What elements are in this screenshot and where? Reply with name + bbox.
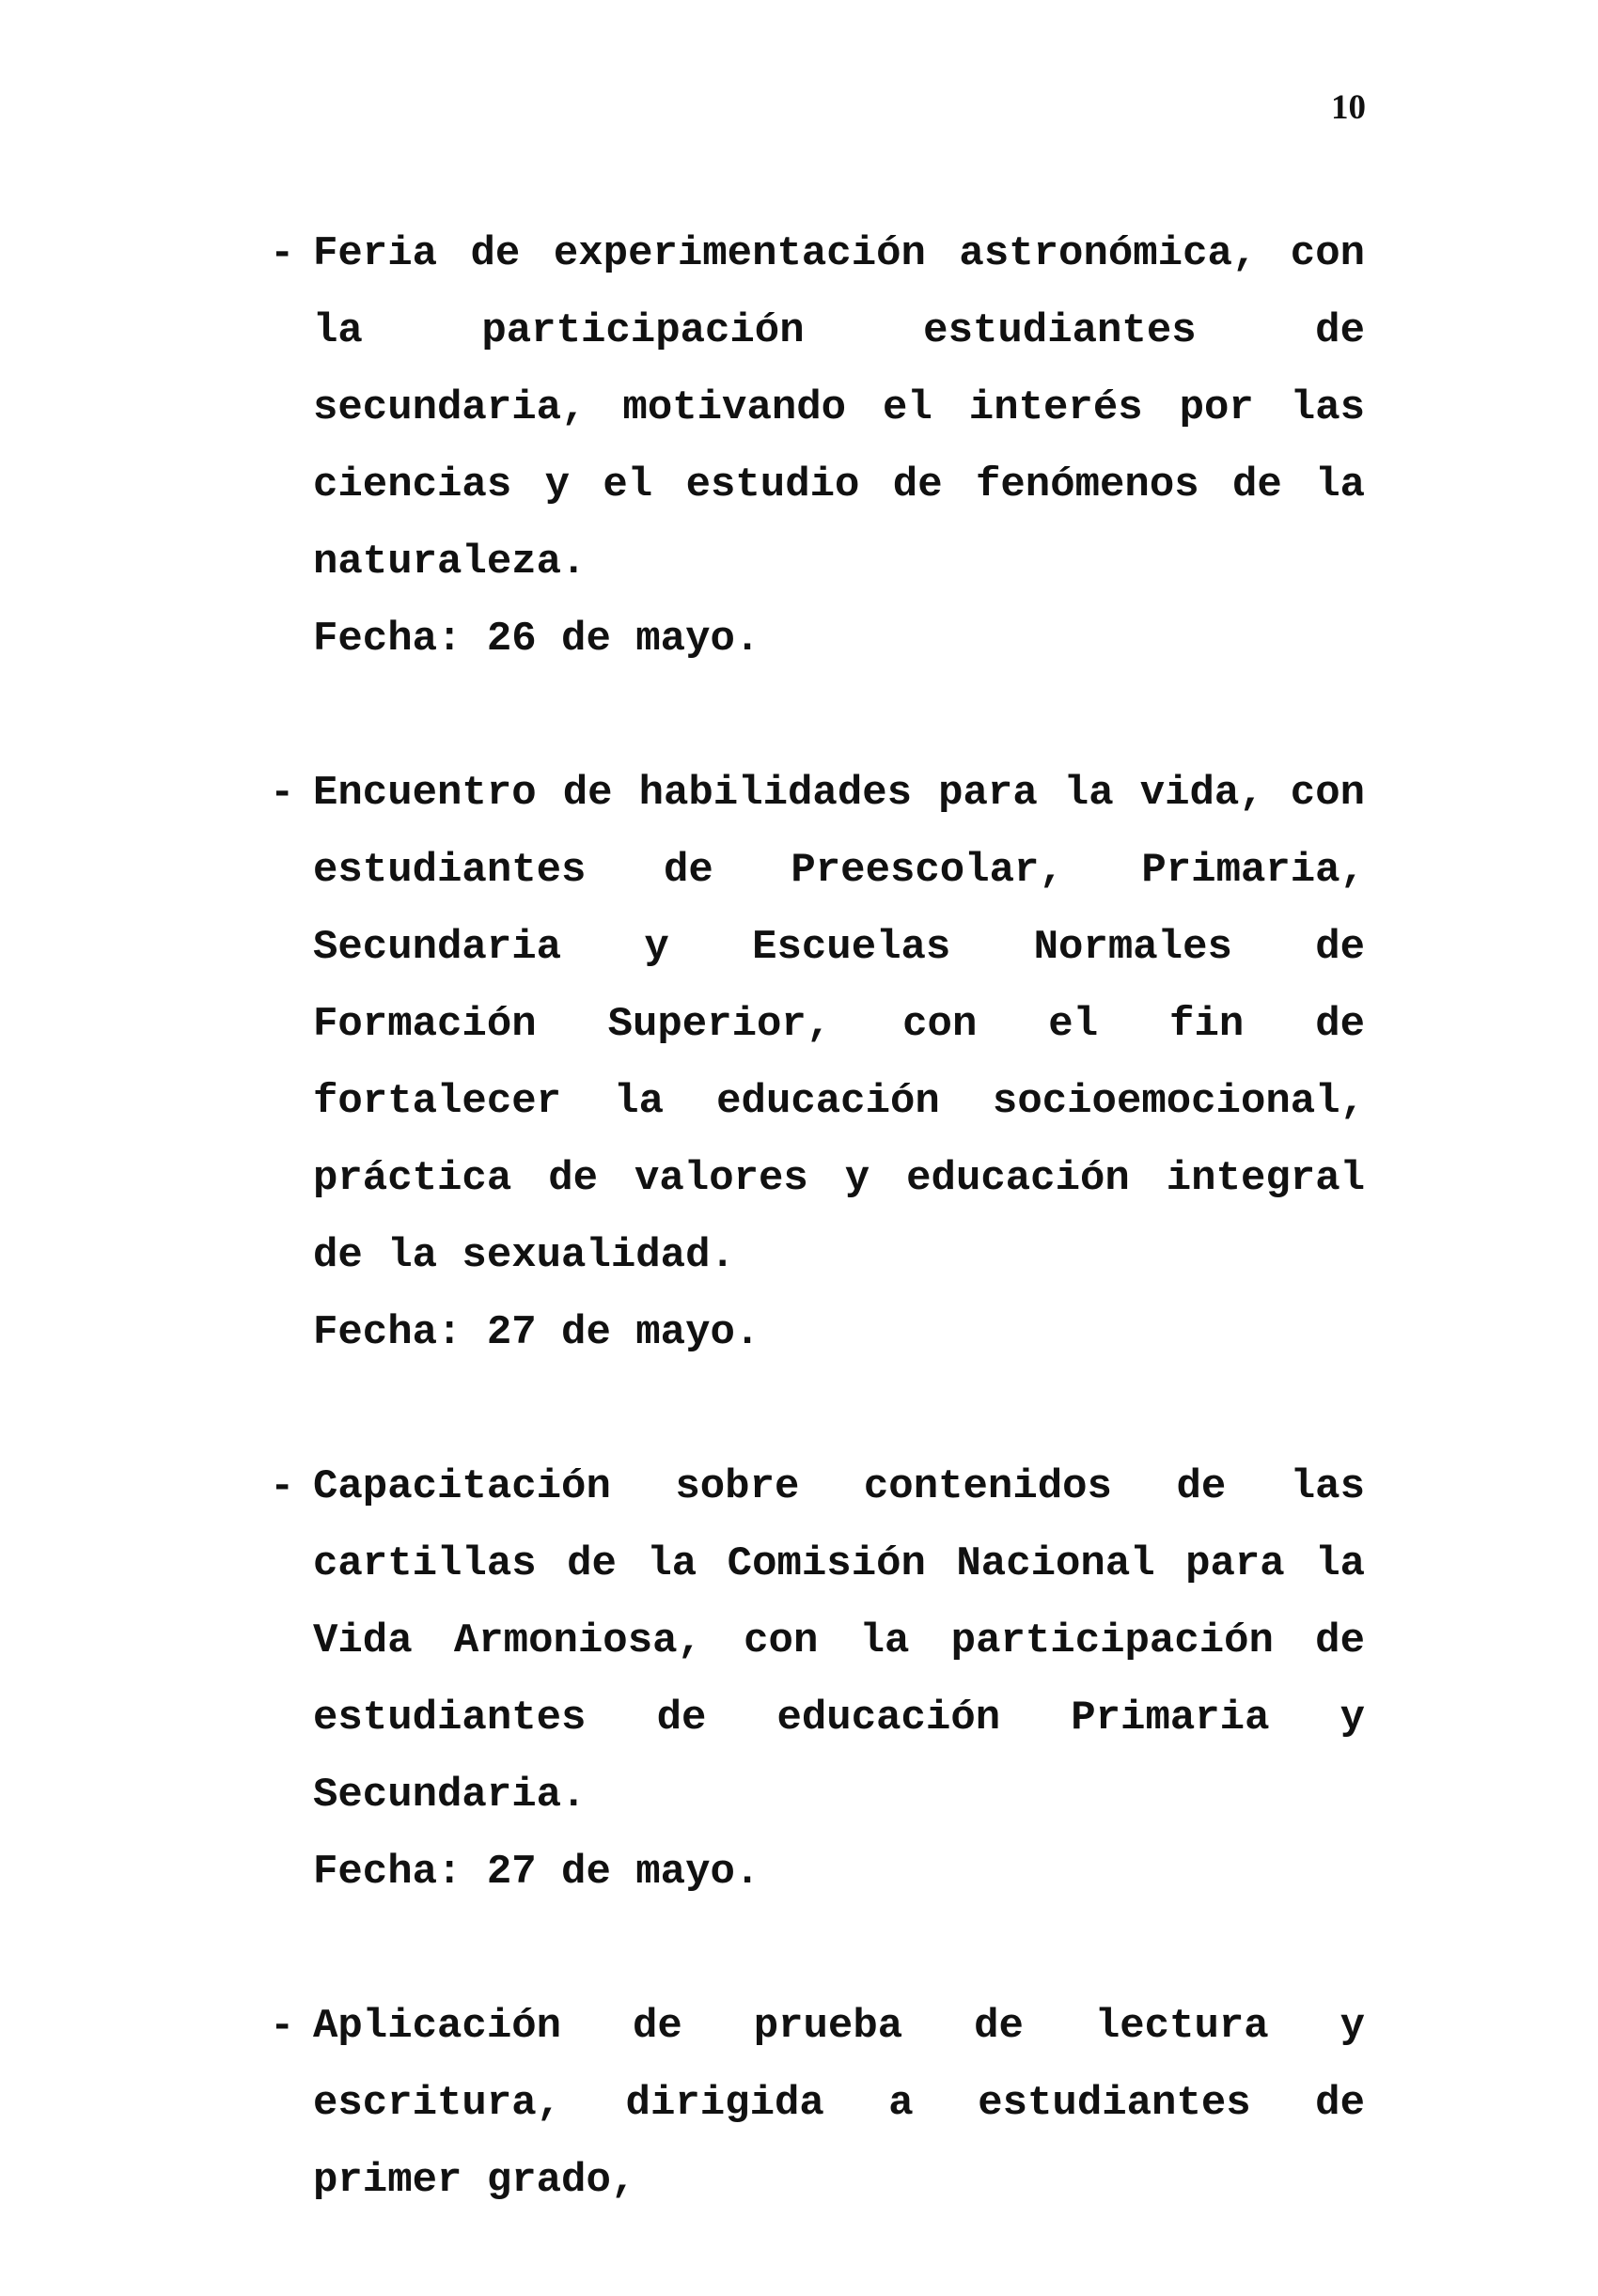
activity-description: Capacitación sobre contenidos de las cartillas de la Comisión Nacional para la Vida Armoniosa, con la participación de estudiantes de educación Primaria y Secundaria. — [313, 1463, 1365, 1819]
activity-date: Fecha: 26 de mayo. — [313, 616, 760, 663]
list-item — [270, 1988, 1365, 2219]
activity-list — [270, 215, 1365, 2296]
list-dash: - — [270, 230, 295, 277]
list-dash: - — [270, 2003, 295, 2050]
activity-description: Feria de experimentación astronómica, con la participación estudiantes de secundaria, motivando el interés por las ciencias y el estudio de fenómenos de la naturaleza. — [313, 230, 1365, 586]
list-item — [270, 1448, 1365, 1911]
activity-date: Fecha: 27 de mayo. — [313, 1849, 760, 1896]
list-item — [270, 215, 1365, 678]
list-dash: - — [270, 770, 295, 817]
list-dash: - — [270, 1463, 295, 1510]
activity-description: Encuentro de habilidades para la vida, con estudiantes de Preescolar, Primaria, Secundaria y Escuelas Normales de Formación Superior, con el fin de fortalecer la educación socioemocional, práctica de valores y educación integral de la sexualidad. — [313, 770, 1365, 1279]
activity-date: Fecha: 27 de mayo. — [313, 1309, 760, 1356]
page-number: 10 — [1331, 88, 1366, 127]
list-item — [270, 755, 1365, 1371]
activity-description: Aplicación de prueba de lectura y escritura, dirigida a estudiantes de primer grado, — [313, 2003, 1365, 2204]
